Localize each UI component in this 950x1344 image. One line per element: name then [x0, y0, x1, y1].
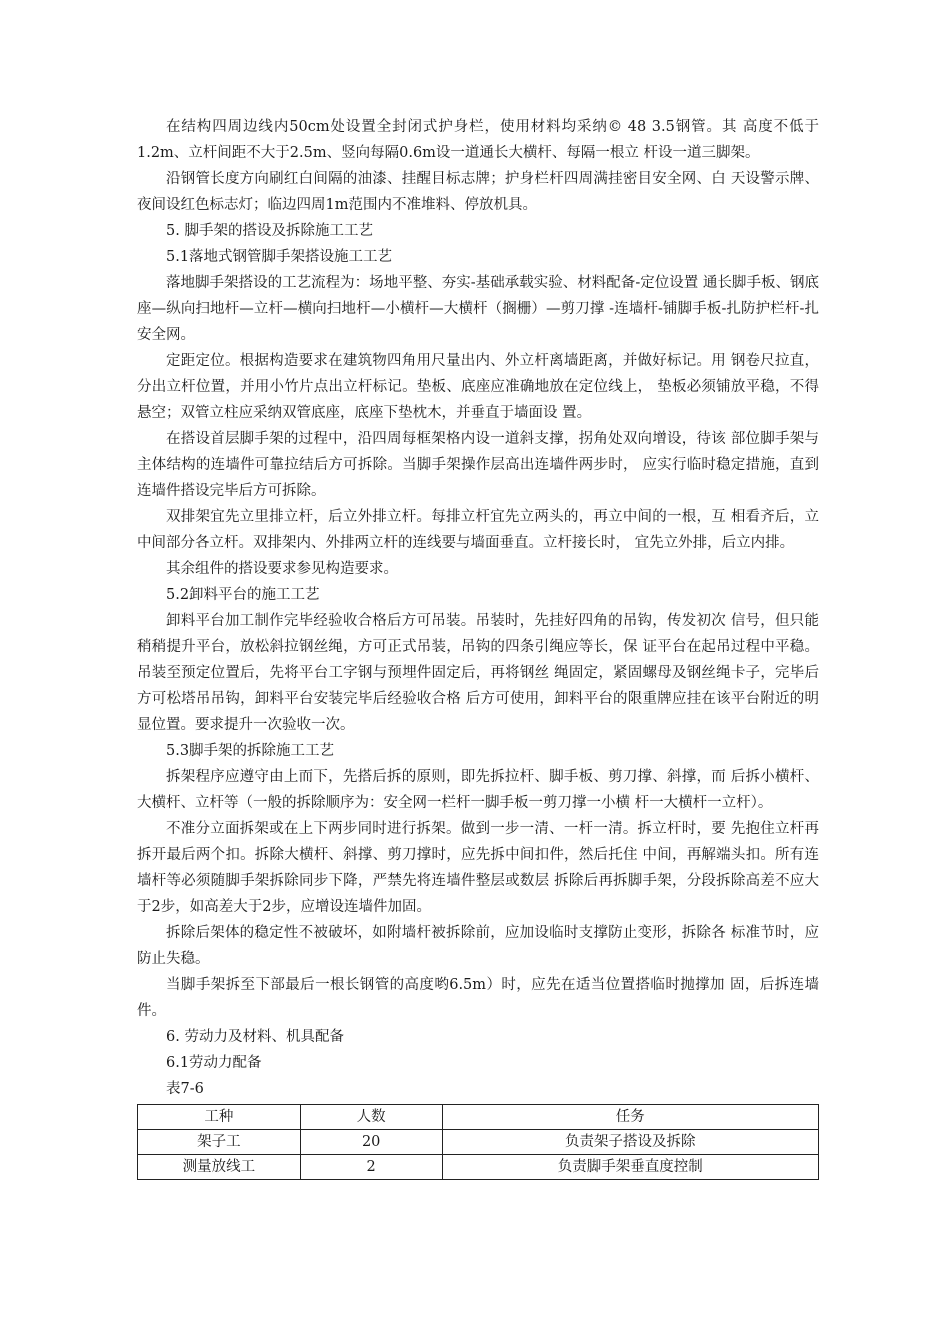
subsection-heading: 5.2卸料平台的施工工艺: [166, 587, 320, 603]
table-cell: 测量放线工: [138, 1155, 301, 1180]
paragraph: 在结构四周边线内50cm处设置全封闭式护身栏，使用材料均采纳© 48 3.5钢管。其 高度不低于1.2m、立杆间距不大于2.5m、竖向每隔0.6m设一道通长大横杆、每隔一根立 杆设一道三脚架。: [137, 119, 819, 161]
section-heading: 6. 劳动力及材料、机具配备: [166, 1029, 344, 1045]
paragraph: 定距定位。根据构造要求在建筑物四角用尺量出内、外立杆离墙距离，并做好标记。用 钢卷尺拉直，分出立杆位置，并用小竹片点出立杆标记。垫板、底座应准确地放在定位线上， 垫板必须铺放平稳，不得悬空；双管立柱应采纳双管底座，底座下垫枕木，并垂直于墙面设 置。: [137, 353, 819, 421]
paragraph: 沿钢管长度方向刷红白间隔的油漆、挂醒目标志牌；护身栏杆四周满挂密目安全网、白 天设警示牌、夜间设红色标志灯；临边四周1m范围内不准堆料、停放机具。: [137, 171, 819, 213]
table-caption: 表7-6: [166, 1081, 204, 1097]
table-cell: 负责脚手架垂直度控制: [442, 1155, 818, 1180]
subsection-heading: 5.3脚手架的拆除施工工艺: [166, 743, 335, 759]
paragraph: 拆除后架体的稳定性不被破坏，如附墙杆被拆除前，应加设临时支撑防止变形，拆除各 标准节时，应防止失稳。: [137, 925, 819, 967]
table-cell: 架子工: [138, 1130, 301, 1155]
paragraph: 当脚手架拆至下部最后一根长钢管的高度哟6.5m）时，应先在适当位置搭临时抛撑加 固，后拆连墙件。: [137, 977, 819, 1019]
table-header-row: [138, 1105, 819, 1130]
paragraph: 拆架程序应遵守由上而下，先搭后拆的原则，即先拆拉杆、脚手板、剪刀撑、斜撑，而 后拆小横杆、大横杆、立杆等（一般的拆除顺序为：安全网一栏杆一脚手板一剪刀撑一小横 杆一大横杆一立杆）。: [137, 769, 819, 811]
table-cell: 20: [300, 1130, 442, 1155]
paragraph: 其余组件的搭设要求参见构造要求。: [166, 561, 398, 577]
table-cell: 负责架子搭设及拆除: [442, 1130, 818, 1155]
section-heading: 5. 脚手架的搭设及拆除施工工艺: [166, 223, 373, 239]
column-header-trade: 工种: [138, 1105, 301, 1130]
column-header-task: 任务: [442, 1105, 818, 1130]
paragraph: 双排架宜先立里排立杆，后立外排立杆。每排立杆宜先立两头的，再立中间的一根，互 相看齐后，立中间部分各立杆。双排架内、外排两立杆的连线要与墙面垂直。立杆接长时， 宜先立外排，后立内排。: [137, 509, 819, 551]
table-row: [138, 1155, 819, 1180]
labor-table: [137, 1104, 819, 1180]
table-row: [138, 1130, 819, 1155]
paragraph: 落地脚手架搭设的工艺流程为：场地平整、夯实-基础承载实验、材料配备-定位设置 通长脚手板、钢底座—纵向扫地杆—立杆—横向扫地杆—小横杆—大横杆（搁栅）—剪刀撑 -连墙杆-铺脚手板-扎防护栏杆-扎安全网。: [137, 275, 820, 343]
paragraph: 卸料平台加工制作完毕经验收合格后方可吊装。吊装时，先挂好四角的吊钩，传发初次 信号，但只能稍稍提升平台，放松斜拉钢丝绳，方可正式吊装，吊钩的四条引绳应等长，保 证平台在起吊过程中平稳。吊装至预定位置后，先将平台工字钢与预埋件固定后，再将钢丝 绳固定，紧固螺母及钢丝绳卡子，完毕后方可松塔吊吊钩，卸料平台安装完毕后经验收合格 后方可使用，卸料平台的限重牌应挂在该平台附近的明显位置。要求提升一次验收一次。: [137, 613, 819, 733]
subsection-heading: 5.1落地式钢管脚手架搭设施工工艺: [166, 249, 393, 265]
table-cell: 2: [300, 1155, 442, 1180]
column-header-count: 人数: [300, 1105, 442, 1130]
document-body: [137, 114, 819, 1180]
subsection-heading: 6.1劳动力配备: [166, 1055, 262, 1071]
paragraph: 不准分立面拆架或在上下两步同时进行拆架。做到一步一清、一杆一清。拆立杆时，要 先抱住立杆再拆开最后两个扣。拆除大横杆、斜撑、剪刀撑时，应先拆中间扣件，然后托住 中间，再解端头扣。所有连墙杆等必须随脚手架拆除同步下降，严禁先将连墙件整层或数层 拆除后再拆脚手架，分段拆除高差不应大于2步，如高差大于2步，应增设连墙件加固。: [137, 821, 819, 915]
paragraph: 在搭设首层脚手架的过程中，沿四周每框架格内设一道斜支撑，拐角处双向增设，待该 部位脚手架与主体结构的连墙件可靠拉结后方可拆除。当脚手架操作层高出连墙件两步时， 应实行临时稳定措施，直到连墙件搭设完毕后方可拆除。: [137, 431, 819, 499]
